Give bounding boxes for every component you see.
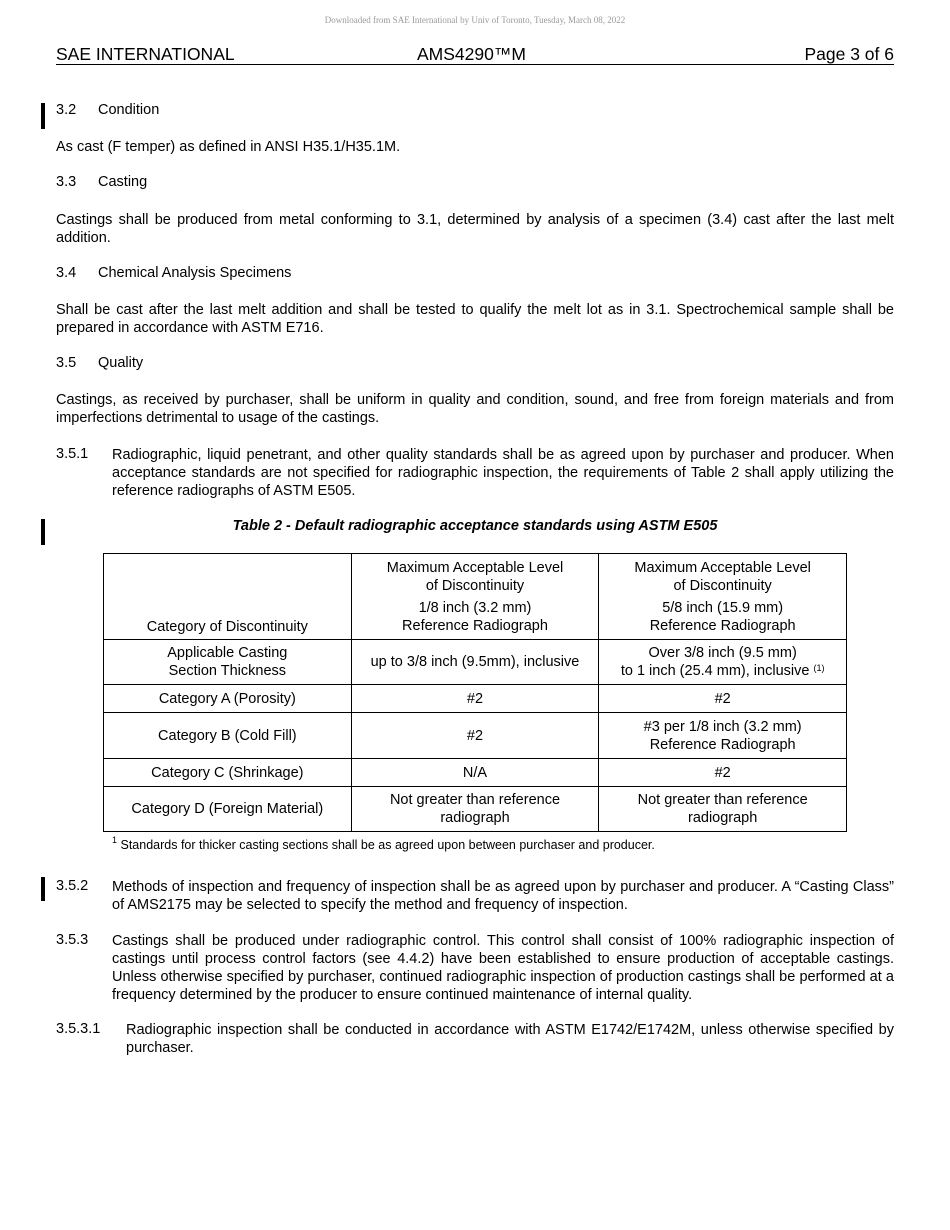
section-number: 3.4 <box>56 265 77 281</box>
section-number: 3.2 <box>56 102 77 118</box>
section-number: 3.5.2 <box>56 878 89 894</box>
cell-line: Reference Radiograph <box>649 736 796 753</box>
cell-line: #3 per 1/8 inch (3.2 mm) <box>643 718 802 735</box>
section-body: Shall be cast after the last melt addition and shall be tested to qualify the melt lot as in 3.1. Spectrochemical sample shall be prepared in accordance with ASTM E716. <box>56 302 894 336</box>
table-header-row <box>104 554 847 640</box>
section-title: Condition <box>98 102 160 118</box>
section-body: Castings, as received by purchaser, shall be uniform in quality and condition, sound, and free from foreign materials and from imperfections detrimental to usage of the castings. <box>56 392 894 426</box>
table-row <box>104 685 847 713</box>
section-body: Radiographic inspection shall be conducted in accordance with ASTM E1742/E1742M, unless otherwise specified by purchaser. <box>126 1022 894 1056</box>
header-line: 5/8 inch (15.9 mm) <box>662 600 784 616</box>
table-cell <box>351 640 599 685</box>
header-page-number: Page 3 of 6 <box>804 44 894 64</box>
header-cell <box>104 554 352 640</box>
table-footnote <box>112 835 655 852</box>
cell-line <box>603 662 842 680</box>
section-number: 3.5.3 <box>56 932 89 948</box>
header-document-id: AMS4290™M <box>417 44 526 64</box>
table-cell: #2 <box>351 713 599 759</box>
header-line: of Discontinuity <box>673 578 772 594</box>
header-cell <box>351 554 599 640</box>
cell-line: Not greater than reference <box>389 792 561 808</box>
table-cell <box>599 713 847 759</box>
cell-text: up to 3/8 inch (9.5mm), inclusive <box>370 654 580 670</box>
header-line: Reference Radiograph <box>402 618 548 634</box>
page-header <box>56 44 894 65</box>
cell-line: Not greater than reference <box>637 792 808 808</box>
header-line: of Discontinuity <box>425 578 525 594</box>
footnote-mark: 1 <box>112 835 118 845</box>
cell-line: radiograph <box>687 810 758 826</box>
table-cell: #2 <box>351 685 599 713</box>
download-watermark: Downloaded from SAE International by Univ of Toronto, Tuesday, March 08, 2022 <box>324 15 626 25</box>
revision-bar <box>41 103 45 129</box>
header-line: Reference Radiograph <box>649 618 796 634</box>
section-title: Casting <box>98 174 148 190</box>
header-line: Maximum Acceptable Level <box>386 560 564 576</box>
table-cell <box>599 787 847 832</box>
footnote-reference: (1) <box>813 663 825 673</box>
cell-line: Section Thickness <box>168 663 287 679</box>
section-body: Castings shall be produced from metal conforming to 3.1, determined by analysis of a specimen (3.4) cast after the last melt addition. <box>56 212 894 246</box>
cell-line: Applicable Casting <box>167 645 288 661</box>
radiographic-acceptance-table <box>103 553 847 832</box>
cell-line: radiograph <box>440 810 510 826</box>
section-body: Castings shall be produced under radiographic control. This control shall consist of 100% radiographic inspection of castings until process control factors (see 4.4.2) have been established to ensure production of acceptable castings. Unless otherwise specified by purchaser, continued radiographic inspection of production castings shall be performed at a frequency determined by the producer to ensure continued maintenance of internal quality. <box>112 933 894 1003</box>
table-cell <box>351 787 599 832</box>
table-row <box>104 640 847 685</box>
section-body: Radiographic, liquid penetrant, and other quality standards shall be as agreed upon by purchaser and producer. When acceptance standards are not specified for radiographic inspection, the requirements of Table 2 shall apply utilizing the reference radiographs of ASTM E505. <box>112 447 894 499</box>
table-cell <box>599 640 847 685</box>
table-cell: Category B (Cold Fill) <box>104 713 352 759</box>
table-cell <box>104 640 352 685</box>
table-cell: #2 <box>599 685 847 713</box>
table-row <box>104 787 847 832</box>
section-body: As cast (F temper) as defined in ANSI H35.1/H35.1M. <box>56 139 401 155</box>
table-cell: Category C (Shrinkage) <box>104 759 352 787</box>
footnote-text: Standards for thicker casting sections shall be as agreed upon between purchaser and producer. <box>120 838 655 852</box>
table-caption: Table 2 - Default radiographic acceptance standards using ASTM E505 <box>232 518 718 534</box>
section-number: 3.3 <box>56 174 77 190</box>
revision-bar <box>41 877 45 901</box>
section-number: 3.5.1 <box>56 446 89 462</box>
table-cell: N/A <box>351 759 599 787</box>
header-organization: SAE INTERNATIONAL <box>56 44 235 64</box>
header-line: Maximum Acceptable Level <box>634 560 811 576</box>
section-title: Quality <box>98 355 144 371</box>
section-number: 3.5.3.1 <box>56 1021 101 1037</box>
table-cell: Category D (Foreign Material) <box>104 787 352 832</box>
header-cell <box>599 554 847 640</box>
table-cell: Category A (Porosity) <box>104 685 352 713</box>
section-number: 3.5 <box>56 355 77 371</box>
header-category-label: Category of Discontinuity <box>146 619 308 635</box>
cell-text: to 1 inch (25.4 mm), inclusive <box>620 663 810 679</box>
table-row <box>104 759 847 787</box>
header-line: 1/8 inch (3.2 mm) <box>418 600 532 616</box>
cell-line: Over 3/8 inch (9.5 mm) <box>648 645 797 661</box>
table-cell: #2 <box>599 759 847 787</box>
section-body: Methods of inspection and frequency of inspection shall be as agreed upon by purchaser and producer. A “Casting Class” of AMS2175 may be selected to specify the method and frequency of inspection. <box>112 879 894 913</box>
table-row <box>104 713 847 759</box>
section-title: Chemical Analysis Specimens <box>98 265 292 281</box>
